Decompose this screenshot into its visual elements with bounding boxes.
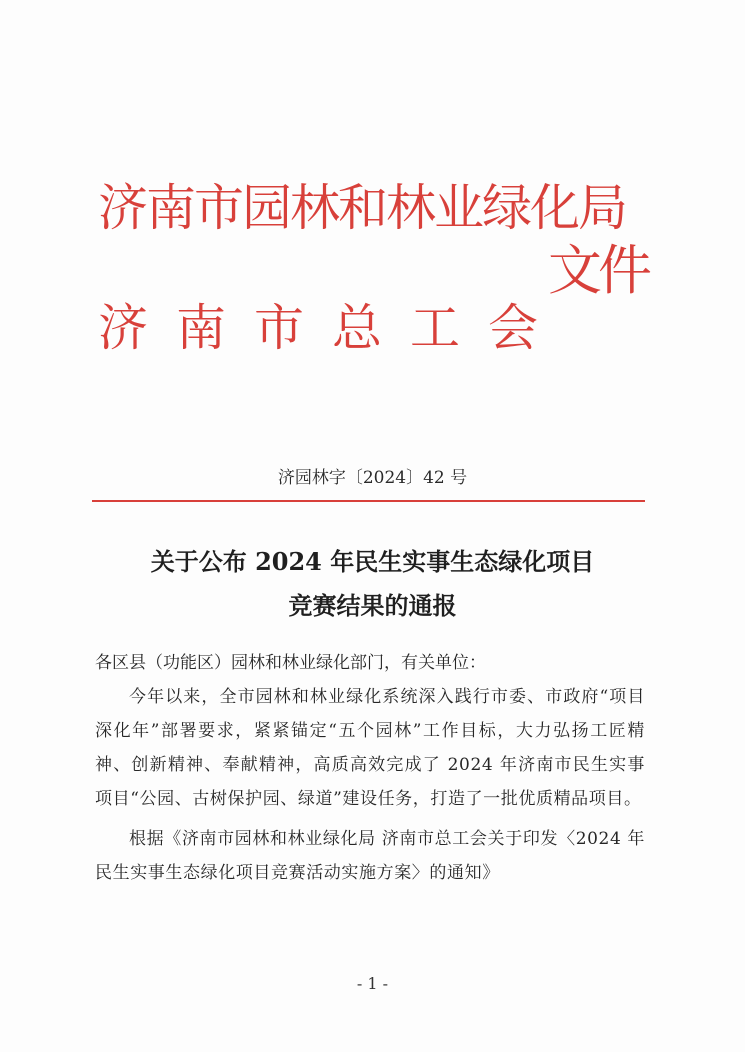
red-divider-line <box>92 500 645 502</box>
document-title <box>0 540 745 628</box>
body-paragraph-1: 今年以来，全市园林和林业绿化系统深入践行市委、市政府“项目深化年”部署要求，紧紧锚定“五个园林”工作目标，大力弘扬工匠精神、创新精神、奉献精神，高质高效完成了 2024 年济南市民生实事项目“公园、古树保护园、绿道”建设任务，打造了一批优质精品项目。 <box>95 687 645 809</box>
issuing-organization-1: 济南市园林和林业绿化局 <box>98 179 626 237</box>
issuing-organization-2 <box>98 293 538 363</box>
org2-char: 总 <box>332 299 382 357</box>
org2-char: 工 <box>410 299 460 357</box>
page-number: - 1 - <box>356 974 389 993</box>
body-paragraph-2: 根据《济南市园林和林业绿化局 济南市总工会关于印发〈2024 年民生实事生态绿化项目竞赛活动实施方案〉的通知》 <box>95 829 645 883</box>
org2-char: 南 <box>176 299 226 357</box>
title-line-2: 竞赛结果的通报 <box>288 591 457 620</box>
document-number: 济园林字〔2024〕42 号 <box>277 468 468 488</box>
org2-char: 会 <box>488 299 538 357</box>
document-body <box>95 646 645 890</box>
document-label: 文件 <box>548 239 648 302</box>
org2-char: 济 <box>98 299 148 357</box>
org2-char: 市 <box>254 299 304 357</box>
salutation: 各区县（功能区）园林和林业绿化部门，有关单位： <box>95 653 486 673</box>
title-line-1: 关于公布 2024 年民生实事生态绿化项目 <box>150 547 595 576</box>
